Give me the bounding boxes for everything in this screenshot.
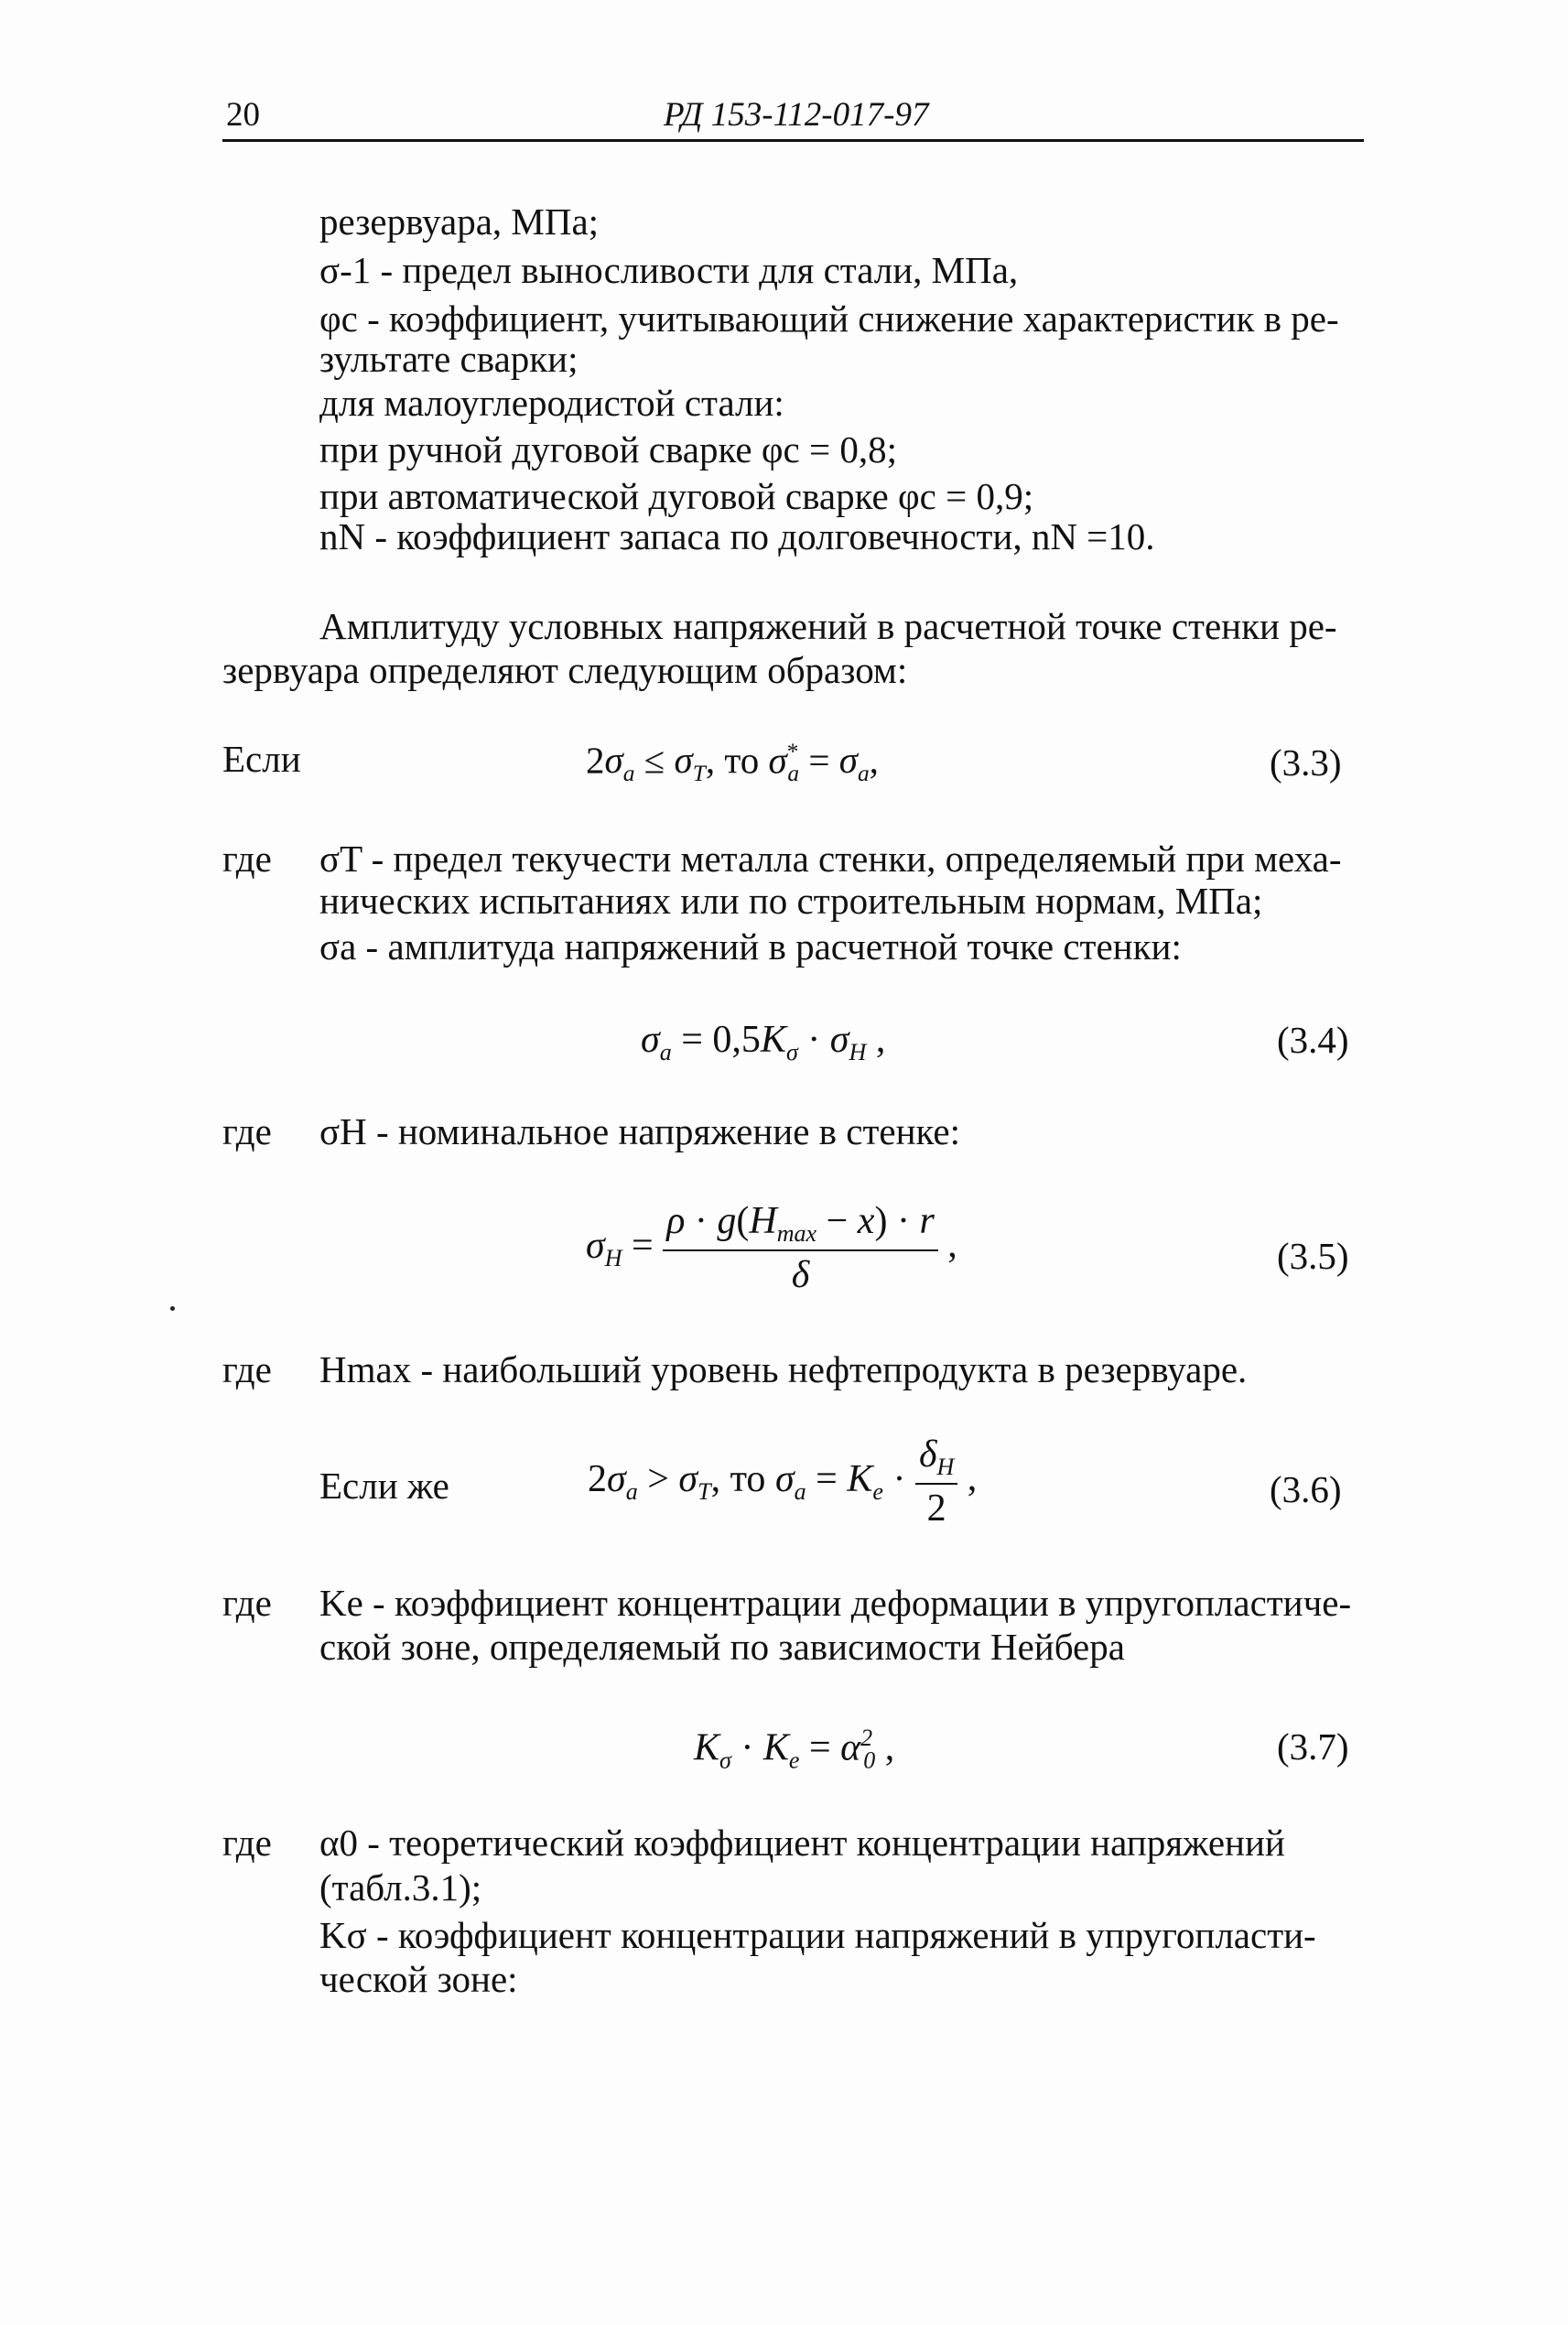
alpha-def-line-2: (табл.3.1); [319,1866,482,1909]
eq37-number: (3.7) [1277,1725,1349,1768]
definition-sigma-1: σ-1 - предел выносливости для стали, МПа, [319,249,1019,291]
eq33-lead: Если [222,738,301,780]
hmax-def: Hmax - наибольший уровень нефтепродукта в резервуаре. [319,1348,1248,1390]
definition-low-carbon: для малоуглеродистой стали: [319,382,784,424]
ke-def-line-2: ской зоне, определяемый по зависимости Нейбера [319,1626,1125,1668]
page-number: 20 [226,96,260,134]
where-label-4: где [222,1582,272,1624]
eq35-number: (3.5) [1277,1235,1349,1277]
alpha-def-line-1: α0 - теоретический коэффициент концентрации напряжений [319,1822,1285,1864]
sigma-h-def: σH - номинальное напряжение в стенке: [319,1110,961,1152]
definition-auto-welding: при автоматической дуговой сварке φс = 0,9; [319,475,1034,517]
eq33-number: (3.3) [1270,741,1342,784]
header-rule [222,139,1364,142]
definition-phi-c: φс - коэффициент, учитывающий снижение характеристик в ре- [319,297,1339,340]
where-label-2: где [222,1110,272,1152]
definition-manual-welding: при ручной дуговой сварке φс = 0,8; [319,428,897,470]
definition-n-n: nN - коэффициент запаса по долговечности, nN =10. [319,515,1155,557]
paragraph-line-2: зервуара определяют следующим образом: [222,649,908,691]
ksigma-def-line-2: ческой зоне: [319,1958,518,2000]
equation-3-3: $2\sigma_a \le \sigma_T$, то $\sigma^*_a = \sigma_a$, [586,739,879,787]
where-label-3: где [222,1348,272,1390]
paragraph-line-1: Амплитуду условных напряжений в расчетной точке стенки ре- [319,605,1337,647]
equation-3-7: $K_\sigma \cdot K_e = \alpha^2_0$ , [694,1725,895,1774]
sigma-a-def: σa - амплитуда напряжений в расчетной точке стенки: [319,925,1182,968]
where-label-1: где [222,838,272,880]
scan-speck [170,1306,175,1311]
where-label-5: где [222,1822,272,1864]
eq34-number: (3.4) [1277,1019,1349,1061]
equation-3-5: $\sigma_H$ = $\frac{\rho \cdot g(H_{max} - x) \cdot r}{\delta}$ , [586,1200,957,1297]
sigma-t-def-line-1: σT - предел текучести металла стенки, определяемый при меха- [319,838,1342,880]
document-code: РД 153-112-017-97 [664,96,929,134]
definition-line-1: резервуара, МПа; [319,200,600,243]
equation-3-4: $\sigma_a = 0,5K_\sigma \cdot \sigma_H$ , [641,1019,886,1066]
equation-3-6: $2\sigma_a > \sigma_T$, то $\sigma_a = K_e$ · $\frac{\delta_H}{2}$ , [588,1433,978,1530]
eq36-lead: Если же [319,1465,449,1507]
ke-def-line-1: Kе - коэффициент концентрации деформации в упругопластиче- [319,1582,1352,1624]
eq36-number: (3.6) [1270,1468,1342,1510]
definition-phi-c-cont: зультате сварки; [319,338,579,380]
ksigma-def-line-1: Kσ - коэффициент концентрации напряжений в упругопласти- [319,1914,1316,1956]
sigma-t-def-line-2: нических испытаниях или по строительным нормам, МПа; [319,880,1263,922]
